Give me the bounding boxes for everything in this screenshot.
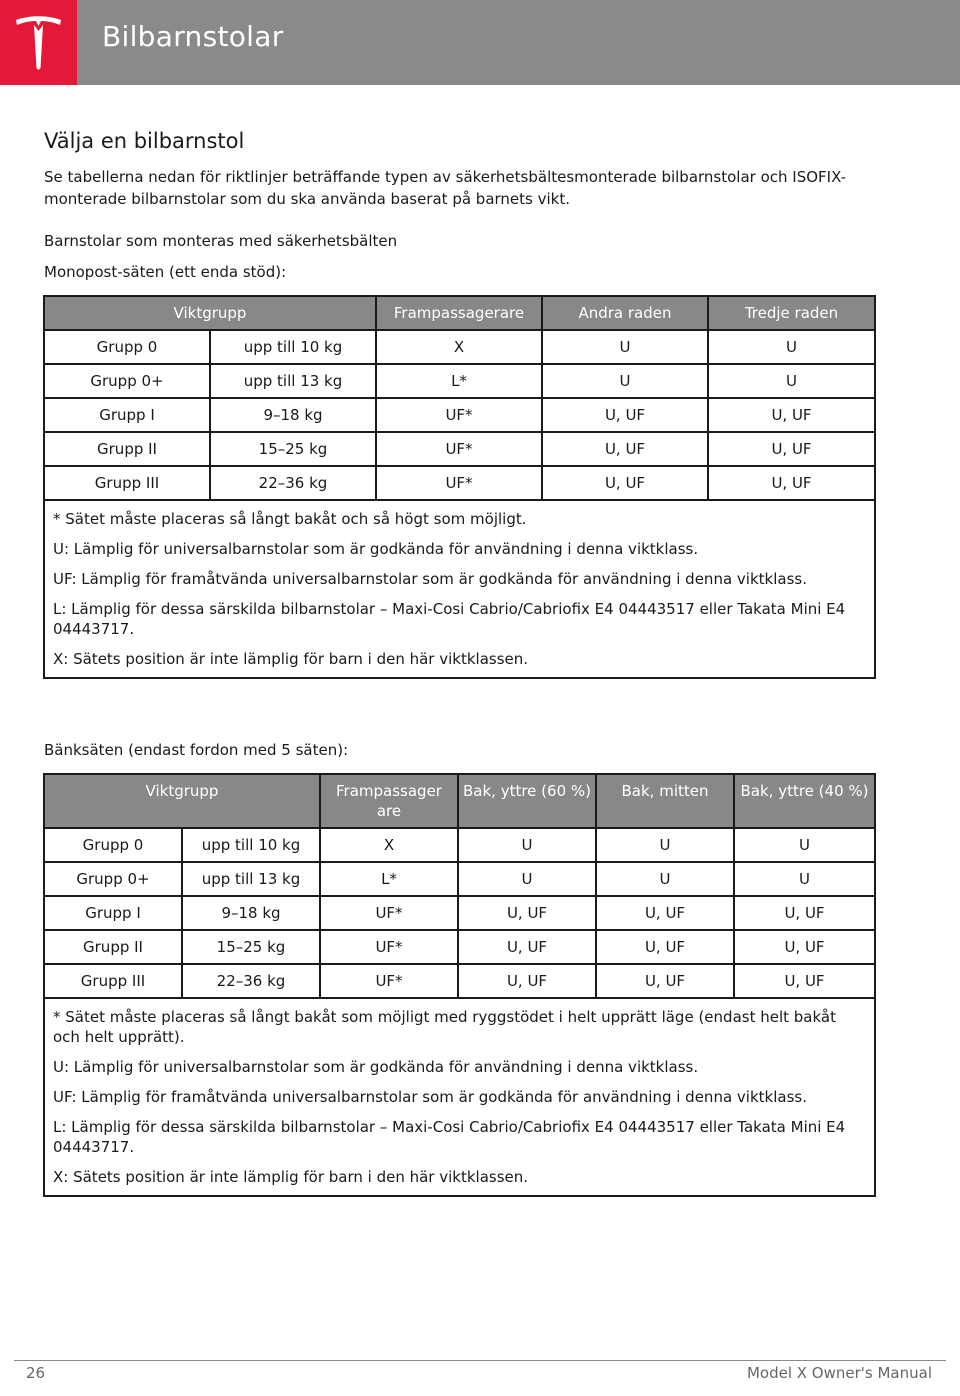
table-cell: Grupp 0+ bbox=[44, 364, 210, 398]
note-text: X: Sätets position är inte lämplig för barn i den här viktklassen. bbox=[53, 650, 529, 668]
table-cell: 15–25 kg bbox=[182, 930, 320, 964]
table-cell: X bbox=[320, 828, 458, 862]
header-cell: Tredje raden bbox=[708, 296, 875, 330]
notes-cell bbox=[44, 500, 875, 678]
table-row bbox=[44, 828, 875, 862]
table-cell: 9–18 kg bbox=[182, 896, 320, 930]
page-header bbox=[0, 0, 960, 85]
note-text: X: Sätets position är inte lämplig för barn i den här viktklassen. bbox=[53, 1168, 529, 1186]
table-cell: U, UF bbox=[734, 964, 875, 998]
table-cell: U, UF bbox=[458, 964, 596, 998]
page-number: 26 bbox=[26, 1364, 46, 1382]
bench-table bbox=[43, 773, 876, 1197]
table-cell: 22–36 kg bbox=[182, 964, 320, 998]
table-cell: upp till 10 kg bbox=[210, 330, 376, 364]
brand-logo bbox=[0, 0, 77, 85]
tesla-logo-icon bbox=[13, 16, 64, 70]
table-cell: U bbox=[596, 828, 734, 862]
table-cell: 9–18 kg bbox=[210, 398, 376, 432]
note-text: UF: Lämplig för framåtvända universalbarnstolar som är godkända för användning i denna viktklass. bbox=[53, 1088, 807, 1106]
table-row bbox=[44, 964, 875, 998]
note-text: UF: Lämplig för framåtvända universalbarnstolar som är godkända för användning i denna viktklass. bbox=[53, 570, 807, 588]
note-text: U: Lämplig för universalbarnstolar som är godkända för användning i denna viktklass. bbox=[53, 1058, 699, 1076]
table-cell: UF* bbox=[320, 896, 458, 930]
table-cell: Grupp III bbox=[44, 964, 182, 998]
table-header-row bbox=[44, 774, 875, 828]
notes-row bbox=[44, 500, 875, 678]
table-cell: Grupp II bbox=[44, 432, 210, 466]
table-row bbox=[44, 862, 875, 896]
table-cell: L* bbox=[320, 862, 458, 896]
table-cell: 22–36 kg bbox=[210, 466, 376, 500]
monopost-table bbox=[43, 295, 876, 679]
table-cell: 15–25 kg bbox=[210, 432, 376, 466]
table-cell: U, UF bbox=[458, 930, 596, 964]
table-cell: Grupp 0 bbox=[44, 828, 182, 862]
table-cell: U, UF bbox=[596, 964, 734, 998]
notes-row bbox=[44, 998, 875, 1196]
seatbelt-heading: Barnstolar som monteras med säkerhetsbälten bbox=[44, 232, 398, 250]
table-cell: U, UF bbox=[708, 398, 875, 432]
header-cell: Andra raden bbox=[542, 296, 708, 330]
table-row bbox=[44, 330, 875, 364]
table-cell: Grupp II bbox=[44, 930, 182, 964]
table-cell: Grupp I bbox=[44, 896, 182, 930]
table-cell: U bbox=[542, 330, 708, 364]
table-cell: Grupp 0+ bbox=[44, 862, 182, 896]
table-cell: U, UF bbox=[596, 896, 734, 930]
header-cell: Viktgrupp bbox=[44, 296, 376, 330]
table-cell: U bbox=[596, 862, 734, 896]
bench-label: Bänksäten (endast fordon med 5 säten): bbox=[44, 741, 349, 759]
table-cell: U bbox=[734, 828, 875, 862]
table-cell: L* bbox=[376, 364, 542, 398]
notes-cell bbox=[44, 998, 875, 1196]
table-cell: U bbox=[458, 862, 596, 896]
note-text: L: Lämplig för dessa särskilda bilbarnstolar – Maxi-Cosi Cabrio/Cabriofix E4 04443517 eller Takata Mini E4 04443717. bbox=[53, 1118, 846, 1156]
note-text: * Sätet måste placeras så långt bakåt som möjligt med ryggstödet i helt upprätt läge (endast helt bakåt och helt upprätt). bbox=[53, 1008, 836, 1046]
table-cell: X bbox=[376, 330, 542, 364]
table-cell: UF* bbox=[376, 398, 542, 432]
table-cell: Grupp 0 bbox=[44, 330, 210, 364]
note-text: U: Lämplig för universalbarnstolar som är godkända för användning i denna viktklass. bbox=[53, 540, 699, 558]
header-cell: Bak, mitten bbox=[596, 774, 734, 828]
table-cell: U, UF bbox=[734, 896, 875, 930]
header-cell: Bak, yttre (40 %) bbox=[734, 774, 875, 828]
monopost-label: Monopost-säten (ett enda stöd): bbox=[44, 263, 287, 281]
table-row bbox=[44, 364, 875, 398]
table-cell: U, UF bbox=[734, 930, 875, 964]
note-text: L: Lämplig för dessa särskilda bilbarnstolar – Maxi-Cosi Cabrio/Cabriofix E4 04443517 eller Takata Mini E4 04443717. bbox=[53, 600, 846, 638]
header-cell: Frampassager are bbox=[320, 774, 458, 828]
table-cell: U, UF bbox=[596, 930, 734, 964]
table-cell: U, UF bbox=[708, 432, 875, 466]
table-cell: upp till 13 kg bbox=[182, 862, 320, 896]
table-cell: U bbox=[708, 330, 875, 364]
header-cell: Viktgrupp bbox=[44, 774, 320, 828]
table-row bbox=[44, 896, 875, 930]
table-row bbox=[44, 398, 875, 432]
footer-divider bbox=[14, 1360, 946, 1361]
table-row bbox=[44, 466, 875, 500]
table-cell: U, UF bbox=[542, 466, 708, 500]
manual-name: Model X Owner's Manual bbox=[746, 1364, 932, 1382]
table-cell: U bbox=[542, 364, 708, 398]
section-heading: Välja en bilbarnstol bbox=[44, 129, 245, 153]
header-cell: Bak, yttre (60 %) bbox=[458, 774, 596, 828]
table-cell: U, UF bbox=[458, 896, 596, 930]
table-cell: upp till 13 kg bbox=[210, 364, 376, 398]
table-cell: upp till 10 kg bbox=[182, 828, 320, 862]
intro-paragraph: Se tabellerna nedan för riktlinjer beträffande typen av säkerhetsbältesmonterade bilbarnstolar och ISOFIX-monterade bilbarnstolar som du ska använda baserat på barnets vikt. bbox=[44, 168, 847, 208]
table-cell: U, UF bbox=[542, 398, 708, 432]
table-cell: U bbox=[734, 862, 875, 896]
table-cell: UF* bbox=[376, 466, 542, 500]
table-cell: U, UF bbox=[708, 466, 875, 500]
table-row bbox=[44, 930, 875, 964]
table-cell: Grupp III bbox=[44, 466, 210, 500]
table-cell: U bbox=[458, 828, 596, 862]
page-title: Bilbarnstolar bbox=[102, 20, 284, 53]
note-text: * Sätet måste placeras så långt bakåt och så högt som möjligt. bbox=[53, 510, 527, 528]
table-cell: UF* bbox=[376, 432, 542, 466]
table-cell: U, UF bbox=[542, 432, 708, 466]
table-cell: UF* bbox=[320, 930, 458, 964]
header-cell: Frampassagerare bbox=[376, 296, 542, 330]
table-cell: Grupp I bbox=[44, 398, 210, 432]
table-cell: U bbox=[708, 364, 875, 398]
table-row bbox=[44, 432, 875, 466]
table-cell: UF* bbox=[320, 964, 458, 998]
table-header-row bbox=[44, 296, 875, 330]
